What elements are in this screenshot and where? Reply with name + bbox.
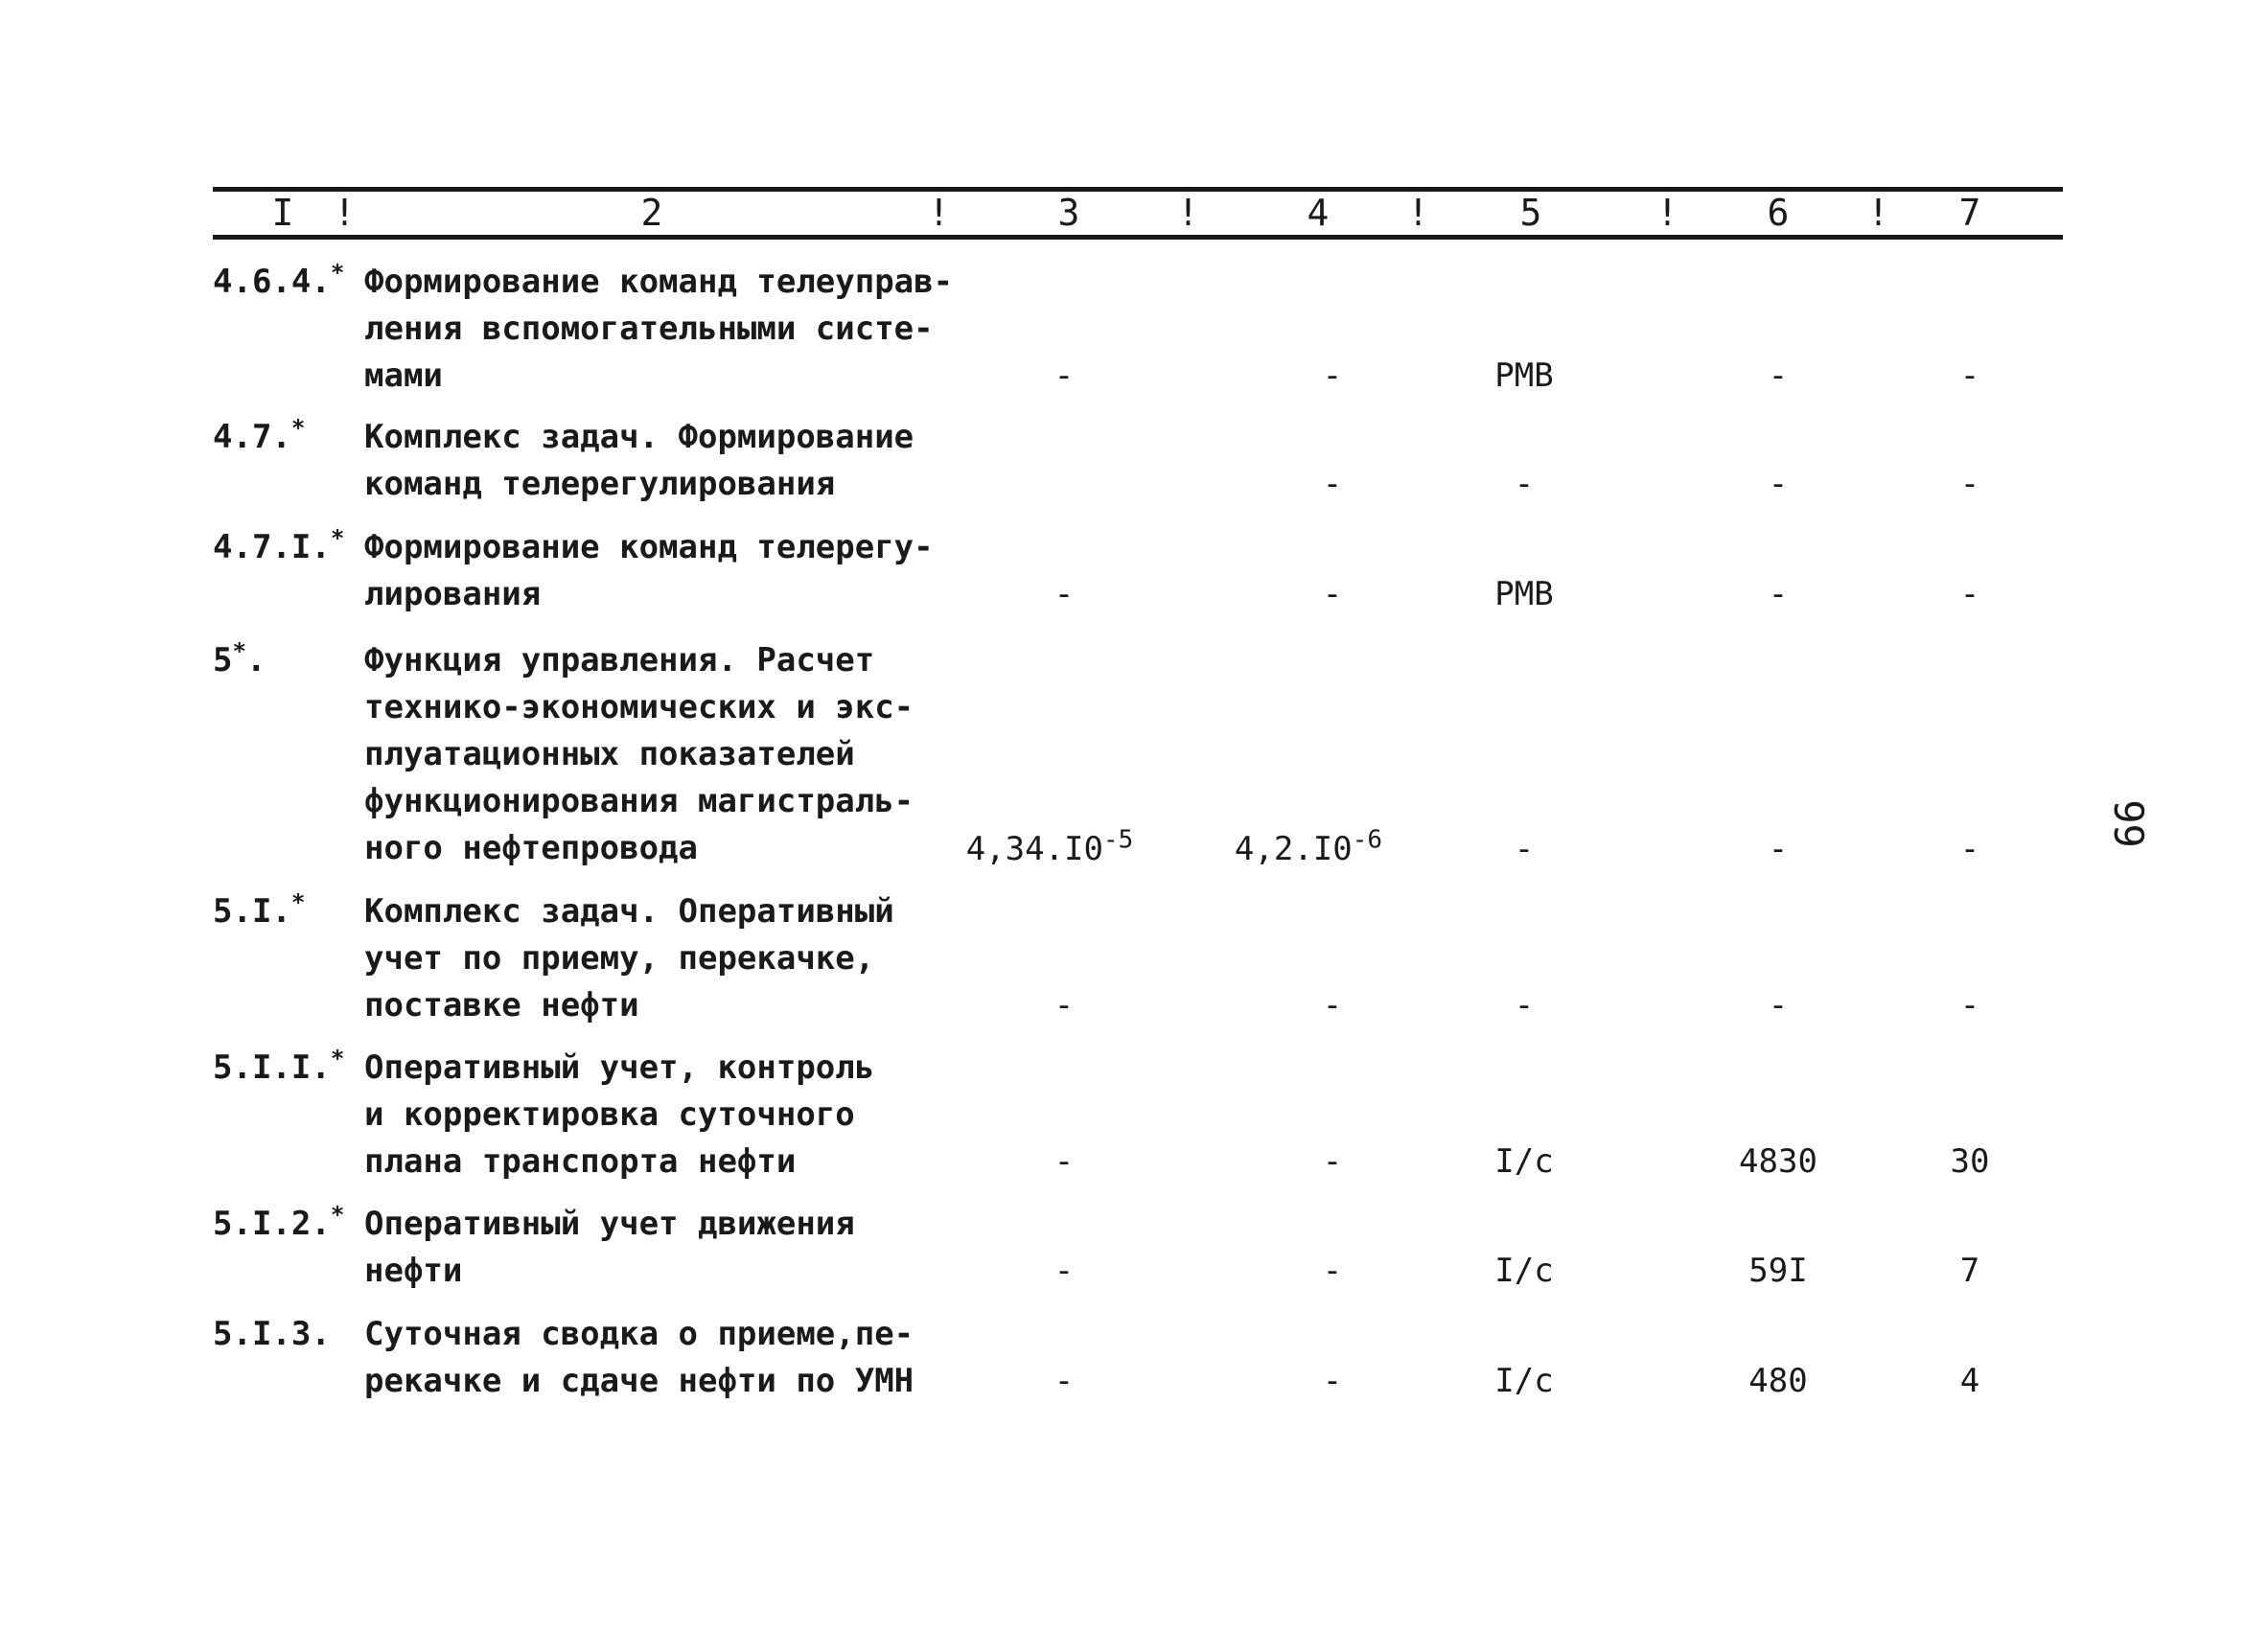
row-number: 5.I.* xyxy=(213,888,306,931)
row-col-5: I/с xyxy=(1494,1252,1554,1290)
row-col-6: - xyxy=(1768,986,1789,1024)
row-number: 4.7.* xyxy=(213,414,306,456)
row-col-6: 4830 xyxy=(1739,1142,1817,1181)
table-header-rule xyxy=(213,235,2063,240)
header-separator: ! xyxy=(334,192,356,234)
row-description: Комплекс задач. Формирование команд телерегулирования xyxy=(364,418,914,503)
row-col-6: - xyxy=(1768,830,1789,868)
row-description: Формирование команд телеуправ- ления вспомогательными систе- мами xyxy=(364,263,954,395)
row-col-5: - xyxy=(1514,465,1535,503)
row-col-6: - xyxy=(1768,465,1789,503)
row-col-7: 4 xyxy=(1959,1362,1980,1400)
row-col-3: - xyxy=(1053,1362,1075,1400)
row-col-7: - xyxy=(1959,986,1980,1024)
row-col-7: 30 xyxy=(1950,1142,1990,1181)
row-number: 4.6.4.* xyxy=(213,259,345,301)
row-description: Комплекс задач. Оперативный учет по приему, перекачке, поставке нефти xyxy=(364,892,894,1024)
row-col-5: РМВ xyxy=(1494,575,1554,613)
header-separator: ! xyxy=(1867,192,1889,234)
row-col-3: $4,34.I0^{-5}$ xyxy=(965,825,1134,868)
row-col-7: - xyxy=(1959,575,1980,613)
row-col-3: - xyxy=(1053,1252,1075,1290)
header-separator: ! xyxy=(928,192,950,234)
header-col-6: 6 xyxy=(1767,192,1790,234)
header-col-2: 2 xyxy=(640,192,663,234)
row-col-5: - xyxy=(1514,986,1535,1024)
row-col-6: 480 xyxy=(1748,1362,1808,1400)
header-col-5: 5 xyxy=(1519,192,1542,234)
header-col-7: 7 xyxy=(1958,192,1981,234)
row-col-3: - xyxy=(1053,986,1075,1024)
row-col-7: 7 xyxy=(1959,1252,1980,1290)
row-col-3: - xyxy=(1053,357,1075,395)
row-number: 5.I.3. xyxy=(213,1315,331,1353)
row-col-4: - xyxy=(1322,1362,1343,1400)
row-col-5: I/с xyxy=(1494,1142,1554,1181)
row-description: Оперативный учет, контроль и корректировка суточного плана транспорта нефти xyxy=(364,1048,875,1181)
row-col-4: $4,2.I0^{-6}$ xyxy=(1234,825,1383,868)
row-col-7: - xyxy=(1959,465,1980,503)
row-col-4: - xyxy=(1322,986,1343,1024)
row-number: 5*. xyxy=(213,637,266,679)
row-number: 5.I.2.* xyxy=(213,1201,345,1243)
header-col-1: I xyxy=(271,192,294,234)
row-col-7: - xyxy=(1959,830,1980,868)
row-col-4: - xyxy=(1322,1252,1343,1290)
row-col-4: - xyxy=(1322,1142,1343,1181)
row-col-5: - xyxy=(1514,830,1535,868)
row-col-5: РМВ xyxy=(1494,357,1554,395)
row-col-4: - xyxy=(1322,575,1343,613)
row-col-4: - xyxy=(1322,357,1343,395)
row-col-6: 59I xyxy=(1748,1252,1808,1290)
row-col-6: - xyxy=(1768,357,1789,395)
row-col-7: - xyxy=(1959,357,1980,395)
row-number: 4.7.I.* xyxy=(213,524,345,566)
row-description: Суточная сводка о приеме,пе- рекачке и сдаче нефти по УМН xyxy=(364,1315,914,1400)
row-description: Формирование команд телерегу- лирования xyxy=(364,528,934,613)
row-col-4: - xyxy=(1322,465,1343,503)
row-col-3: - xyxy=(1053,1142,1075,1181)
row-col-5: I/с xyxy=(1494,1362,1554,1400)
row-col-6: - xyxy=(1768,575,1789,613)
header-separator: ! xyxy=(1407,192,1429,234)
row-description: Функция управления. Расчет технико-экономических и экс- плуатационных показателей функционирования магистраль- ного нефтепровода xyxy=(364,641,914,867)
row-col-3: - xyxy=(1053,575,1075,613)
header-col-3: 3 xyxy=(1057,192,1080,234)
header-separator: ! xyxy=(1177,192,1199,234)
header-col-4: 4 xyxy=(1307,192,1330,234)
page-number: 99 xyxy=(2104,799,2152,848)
row-number: 5.I.I.* xyxy=(213,1045,345,1087)
row-description: Оперативный учет движения нефти xyxy=(364,1205,855,1290)
header-separator: ! xyxy=(1656,192,1678,234)
